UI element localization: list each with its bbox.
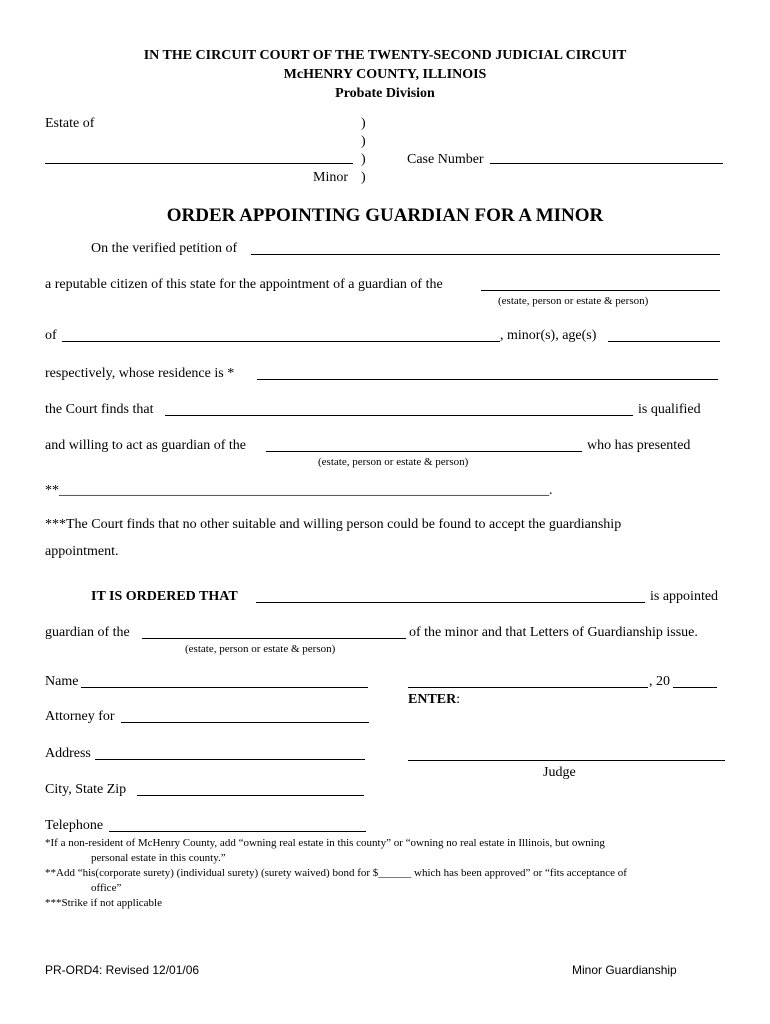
appointment-text: appointment. <box>45 544 119 559</box>
judge-label: Judge <box>543 765 576 780</box>
petition-label: On the verified petition of <box>91 241 238 256</box>
footnote-2-cont: office” <box>91 882 122 894</box>
residence-field[interactable] <box>257 379 718 380</box>
telephone-label: Telephone <box>45 818 104 833</box>
city-state-zip-label: City, State Zip <box>45 782 127 797</box>
letters-text: of the minor and that Letters of Guardianship issue. <box>409 625 698 640</box>
willing-label: and willing to act as guardian of the <box>45 438 246 453</box>
enter-label <box>408 692 460 708</box>
footnote-1-cont: personal estate in this county.” <box>91 852 226 864</box>
presented-label: who has presented <box>587 438 691 453</box>
judge-signature-field[interactable] <box>408 760 725 761</box>
attorney-for-label: Attorney for <box>45 709 115 724</box>
court-finds-label: the Court finds that <box>45 402 154 417</box>
reputable-text: a reputable citizen of this state for the appointment of a guardian of the <box>45 277 443 292</box>
court-name: IN THE CIRCUIT COURT OF THE TWENTY-SECOND JUDICIAL CIRCUIT <box>143 48 627 63</box>
minors-names-field[interactable] <box>62 341 500 342</box>
page-title: ORDER APPOINTING GUARDIAN FOR A MINOR <box>166 205 604 226</box>
caption-paren: ) <box>361 116 366 131</box>
county-name: McHENRY COUNTY, ILLINOIS <box>283 67 487 82</box>
no-other-text: ***The Court finds that no other suitable and willing person could be found to accept the guardianship <box>45 517 622 532</box>
division-name: Probate Division <box>335 86 435 101</box>
form-category: Minor Guardianship <box>572 963 677 977</box>
case-number-label: Case Number <box>407 152 484 167</box>
address-label: Address <box>45 746 91 761</box>
attorney-name-field[interactable] <box>81 687 368 688</box>
residence-label: respectively, whose residence is * <box>45 366 235 381</box>
qualified-label: is qualified <box>638 402 701 417</box>
estate-hint: (estate, person or estate & person) <box>498 295 649 307</box>
footnote-3: ***Strike if not applicable <box>45 897 162 909</box>
footnote-2: **Add “his(corporate surety) (individual surety) (surety waived) bond for $______ which has been approved” or “fits acceptance of <box>45 867 627 879</box>
order-guardianship-type-field[interactable] <box>142 638 406 639</box>
of-label: of <box>45 328 57 343</box>
caption-paren: ) <box>361 170 366 185</box>
caption-paren: ) <box>361 134 366 149</box>
attorney-for-field[interactable] <box>121 722 369 723</box>
appointee-field[interactable] <box>256 602 645 603</box>
is-appointed-label: is appointed <box>650 589 719 604</box>
guardian-of-label: guardian of the <box>45 625 130 640</box>
petitioner-field[interactable] <box>251 254 720 255</box>
address-field[interactable] <box>95 759 365 760</box>
date-field[interactable] <box>408 687 648 688</box>
estate-of-label: Estate of <box>45 116 95 131</box>
minors-age-label: , minor(s), age(s) <box>500 328 597 343</box>
caption-paren: ) <box>361 152 366 167</box>
guardianship-type-field[interactable] <box>481 290 720 291</box>
telephone-field[interactable] <box>109 831 366 832</box>
form-id: PR-ORD4: Revised 12/01/06 <box>45 963 200 977</box>
name-label: Name <box>45 674 79 689</box>
minor-label: Minor <box>313 170 348 185</box>
enter-word: ENTER <box>408 692 457 707</box>
ages-field[interactable] <box>608 341 720 342</box>
minor-name-field[interactable] <box>45 163 353 164</box>
year-field[interactable] <box>673 687 717 688</box>
bond-line[interactable]: **______________________________________________________________________. <box>45 483 553 498</box>
city-state-zip-field[interactable] <box>137 795 364 796</box>
estate-hint: (estate, person or estate & person) <box>318 456 469 468</box>
ordered-label: IT IS ORDERED THAT <box>91 589 238 604</box>
footnote-1: *If a non-resident of McHenry County, add “owning real estate in this county” or “owning no real estate in Illinois, but owning <box>45 837 605 849</box>
guardian-name-field[interactable] <box>165 415 633 416</box>
estate-hint: (estate, person or estate & person) <box>185 643 336 655</box>
year-label: , 20 <box>649 674 670 689</box>
case-number-field[interactable] <box>490 163 723 164</box>
enter-colon: : <box>456 692 461 707</box>
guardian-type-field[interactable] <box>266 451 582 452</box>
